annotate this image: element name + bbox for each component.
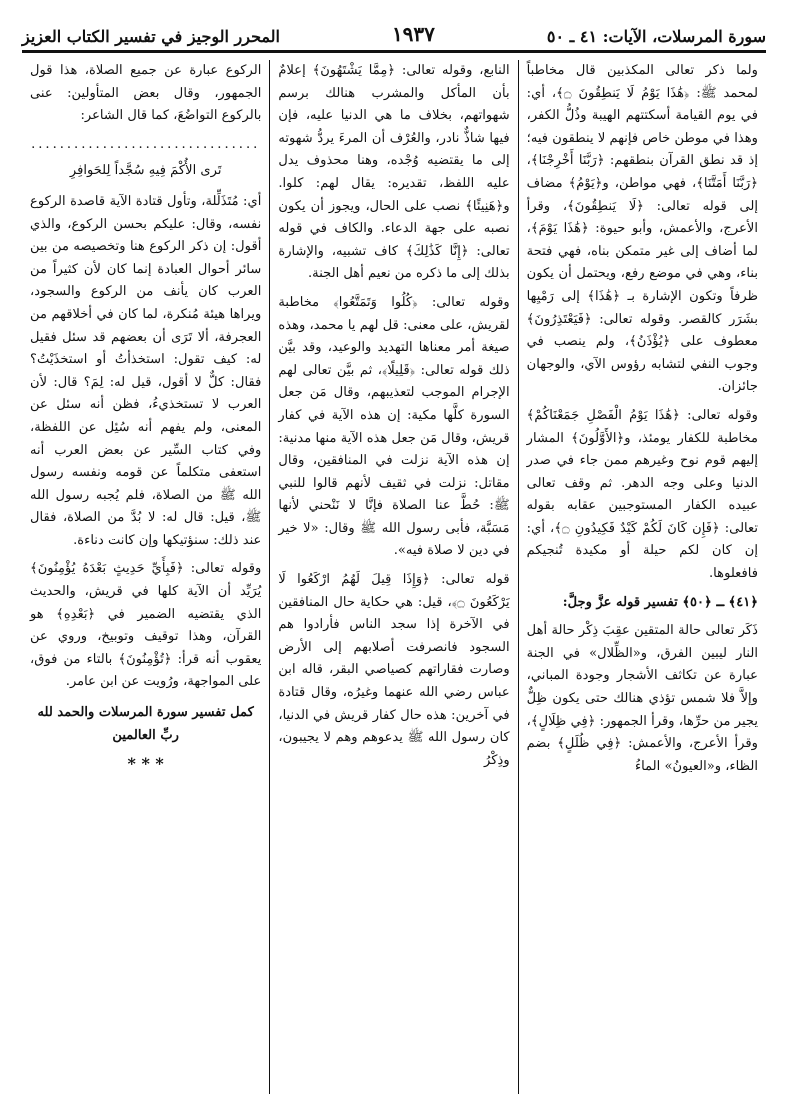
verse-heading: ﴿٤١﴾ ـ ﴿٥٠﴾ تفسير قوله عزَّ وجلَّ: [562, 594, 758, 610]
paragraph: النابع، وقوله تعالى: ﴿مِمَّا يَشْتَهُونَ﴾ إعلامٌ بأن المأكل والمشرب هنالك برسم شهواتهم، بخلاف ما هي الدنيا عليه، فإن فيها شاذٌّ نادر، والعُرْف أن المرءَ يردُّ شهوته إلى ما يقتضيه وُجْده، وهنا محذوف يدل عليه اللفظ، تقديره: يقال لهم: كلوا. و﴿هَنِيئًا﴾ نصب على الحال، ويجوز أن يكون نصبه على جهة الدعاء. والكاف في قوله تعالى: ﴿إِنَّا كَذَٰلِكَ﴾ كاف تشبيه، والإشارة بذلك إلى ما ذكره من نعيم أهل الجنة. [278, 63, 510, 282]
page-header [22, 10, 766, 52]
book-title: المحرر الوجيز في تفسير الكتاب العزيز [22, 27, 280, 46]
paragraph: أي: مُتَذَلِّلة، وتأول قتادة الآية قاصدة الركوع نفسه، وقال: عليكم بحسن الركوع، والذي أقول: إن ذكر الركوع هنا وتخصيصه من بين سائر أحوال العبادة إنما كان لأن كثيراً من العرب كان يأنف من الركوع والسجود، ويراها هيئة مُنكرة، لما كان في أخلاقهم من العجرفة، ألا تَرَى أن بعضهم قد سئل فقيل له: كيف تقول: استخذأتُ أو استخذَيْتُ؟ فقال: كلٌّ لا أقول، قيل له: لِمَ؟ قال: لأن العرب لا تستخذيءُ، فظن أنه سئل عن المعنى، ولم يفهم أنه سُئِل عن اللفظة، وفي كتاب السِّير عن بعض العرب أنه استعفى متكلماً عن قومه ونفسه رسول الله ﷺ من الصلاة، فلم يُجبه رسول الله ﷺ، قيل: قال له: لا بُدَّ من الصلاة، فقال عند ذلك: سنؤتيكها وإن كانت دناءة. [30, 193, 262, 548]
surah-title: سورة المرسلات، الآيات: ٤١ ـ ٥٠ [546, 27, 766, 46]
closing-statement: كمل تفسير سورة المرسلات والحمد لله ربِّ العالمين [37, 705, 254, 743]
paragraph: قوله تعالى: ﴿وَإِذَا قِيلَ لَهُمُ ارْكَعُوا لَا يَرْكَعُونَ ۝﴾، قيل: هي حكاية حال المنافقين في الآخرة إذا سجد الناس فأرادوا هم السجود فانصرفت أصلابهم إلى الأرض وصارت فقاراتهم كصياصي البقر، قاله ابن عباس رضي الله عنهما وغيرُه، وقال قتادة في آخرين: هذه حال كفار قريش في الدنيا، كان رسول الله ﷺ يدعوهم وهم لا يجيبون، وذِكْرُ [278, 572, 510, 768]
paragraph: ذَكَر تعالى حالة المتقين عقِبَ ذِكْر حالة أهل النار ليبين الفرق، و«الظِّلال» في الجنة عبارة عن تكاثف الأشجار وجودة المباني، وإلاَّ فلا شمس تؤذي هنالك حتى يكون ظِلٌّ يجير من حرِّها، وقرأ الجمهور: ﴿فِي ظِلَالٍ﴾، وقرأ الأعرج، والأعمش: ﴿فِي ظُلَلٍ﴾ بضم الظاء، و«العيونُ» الماءُ [526, 623, 758, 774]
text-columns [22, 60, 766, 1094]
page-number: ١٩٣٧ [391, 22, 435, 46]
column-right [519, 60, 766, 1094]
paragraph: وقوله تعالى: ﴿هَٰذَا يَوْمُ الْفَصْلِ جَمَعْنَاكُمْ﴾ مخاطبة للكفار يومئذ، و﴿الأَوَّلُونَ﴾ المشار إليهم قوم نوح وغيرهم ممن جاء في صدر الدنيا وعلى وجه الدهر. ثم وقف تعالى عبيده الكفار المستوجبين عقابه بقوله تعالى: ﴿فَإِن كَانَ لَكُمْ كَيْدٌ فَكِيدُونِ ۝﴾، أي: إن كان لكم حيلة أو مكيدة تُنجيكم فافعلوها. [526, 407, 759, 582]
header-divider [22, 52, 766, 53]
column-left [22, 60, 270, 1094]
section-end-stars: * * * [127, 754, 164, 774]
paragraph: الركوع عبارة عن جميع الصلاة، هذا قول الجمهور، وقال بعض المتأولين: عنى بالركوع التواضُعَ، كما قال الشاعر: [30, 63, 262, 124]
ellipsis-line: ................................ [31, 136, 261, 152]
column-middle [270, 60, 518, 1094]
paragraph: وقوله تعالى: ﴿كُلُوا وَتَمَتَّعُوا﴾ مخاطبة لقريش، على معنى: قل لهم يا محمد، وهذه صيغة أمر معناها التهديد والوعيد، وقد بيَّن ذلك قوله تعالى: ﴿قَلِيلًا﴾، ثم بيَّن تعالى لهم الإجرام الموجب لتعذيبهم، وقال مَن جعل السورة كلَّها مكية: إن هذه الآية في كفار قريش، وقال مَن جعل هذه الآية منها مدنية: إن هذه الآية نزلت في المنافقين، وقال مقاتل: نزلت في ثقيف لأنهم قالوا للنبي ﷺ: حُطَّ عنا الصلاة فإنَّا لا نَنْحني لأنها مَسَبَّة، فأبى رسول الله ﷺ وقال: «لا خير في دين لا صلاة فيه». [278, 294, 510, 559]
paragraph: ولما ذكر تعالى المكذبين قال مخاطباً لمحمد ﷺ: ﴿هَٰذَا يَوْمُ لَا يَنطِقُونَ ۝﴾، أي: في يوم القيامة أسكتتهم الهيبة وذُلُّ الكفر، وهذا في موطن خاص فإنهم لا ينطقون فيه؛ إذ قد نطق القرآن بنطقهم: ﴿رَبَّنَا أَخْرِجْنَا﴾، ﴿رَبَّنَا أَمَتَّنَا﴾، فهي مواطن، و﴿يَوْمُ﴾ مضاف إلى قوله تعالى: ﴿لَا يَنطِقُونَ﴾، وقرأ الأعرج، والأعمش، وأبو حيوة: ﴿هَٰذَا يَوْمَ﴾، لما أضاف إلى غير متمكن بناه، فهي فتحة بناء، وهي في موضع رفع، ويحتمل أن يكون ظرفاً وتكون الإشارة بـ ﴿هَٰذَا﴾ إلى رَمْيِها بشَرَر كالقصر. وقوله تعالى: ﴿فَيَعْتَذِرُونَ﴾ معطوف على ﴿يُؤْذَنُ﴾، ولم ينصب في وجوب النفي لتشابه رؤوس الآي، والوجهان جائزان. [526, 63, 759, 395]
poem-verse: تَرى الأُكْمَ فِيهِ سُجَّداً لِلحَوافِرِ [69, 163, 222, 179]
paragraph: وقوله تعالى: ﴿فَبِأَيِّ حَدِيثٍ بَعْدَهُ يُؤْمِنُونَ﴾ يُرَيِّد أن الآية كلها في قريش، والحديث الذي يقتضيه الضمير في ﴿بَعْدِهِ﴾ هو القرآن، وهذا توقيف وتوبيخ، وروي عن يعقوب أنه قرأ: ﴿تُؤْمِنُونَ﴾ بالتاء من فوق، على المواجهة، ورُويت عن ابن عامر. [30, 561, 262, 690]
